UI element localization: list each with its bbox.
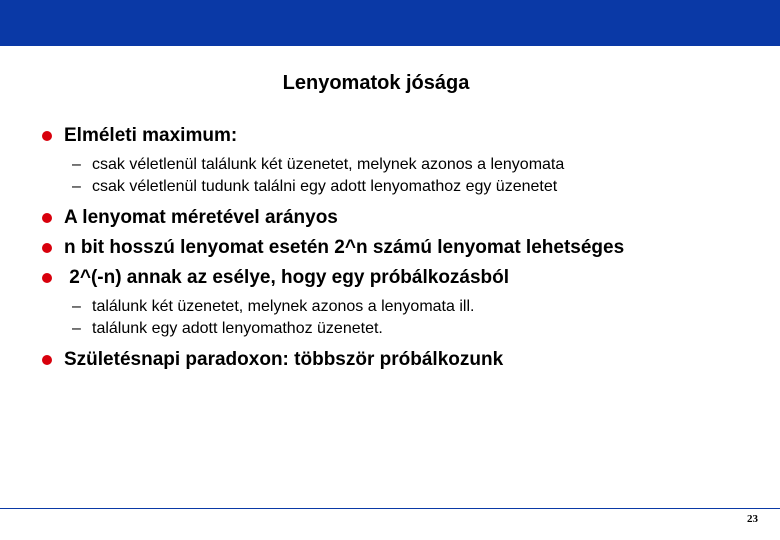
bullet-dot-icon [42, 273, 52, 283]
sub-list [42, 296, 762, 340]
sub-item-text: csak véletlenül tudunk találni egy adott lenyomathoz egy üzenetet [92, 178, 558, 195]
sub-item [72, 154, 762, 176]
bullet-list [42, 124, 762, 378]
footer-divider [0, 508, 780, 509]
dash-marker: – [72, 320, 81, 337]
dash-marker: – [72, 298, 81, 315]
bullet-dot-icon [42, 131, 52, 141]
bullet-text: Születésnapi paradoxon: többször próbálkozunk [64, 349, 504, 370]
sub-item-text: csak véletlenül találunk két üzenetet, melynek azonos a lenyomata [92, 156, 565, 173]
page-number: 23 [747, 513, 758, 525]
bullet-dot-icon [42, 355, 52, 365]
bullet-item-eselye [42, 266, 762, 290]
dash-marker: – [72, 178, 81, 195]
bullet-item-n-bit [42, 236, 762, 260]
sub-item [72, 176, 762, 198]
sub-item-text: találunk két üzenetet, melynek azonos a lenyomata ill. [92, 298, 475, 315]
header-bar [0, 0, 780, 46]
bullet-text: A lenyomat méretével arányos [64, 207, 338, 228]
dash-marker: – [72, 156, 81, 173]
bullet-text: n bit hosszú lenyomat esetén 2^n számú lenyomat lehetséges [64, 237, 625, 258]
bullet-text: 2^(-n) annak az esélye, hogy egy próbálkozásból [64, 267, 510, 288]
bullet-item-elmeleti-maximum [42, 124, 762, 148]
bullet-dot-icon [42, 243, 52, 253]
bullet-item-szuletesnapi [42, 348, 762, 372]
sub-item [72, 296, 762, 318]
sub-list [42, 154, 762, 198]
slide-title: Lenyomatok jósága [282, 72, 470, 94]
bullet-item-meret [42, 206, 762, 230]
sub-item-text: találunk egy adott lenyomathoz üzenetet. [92, 320, 383, 337]
bullet-dot-icon [42, 213, 52, 223]
sub-item [72, 318, 762, 340]
bullet-text: Elméleti maximum: [64, 125, 238, 146]
